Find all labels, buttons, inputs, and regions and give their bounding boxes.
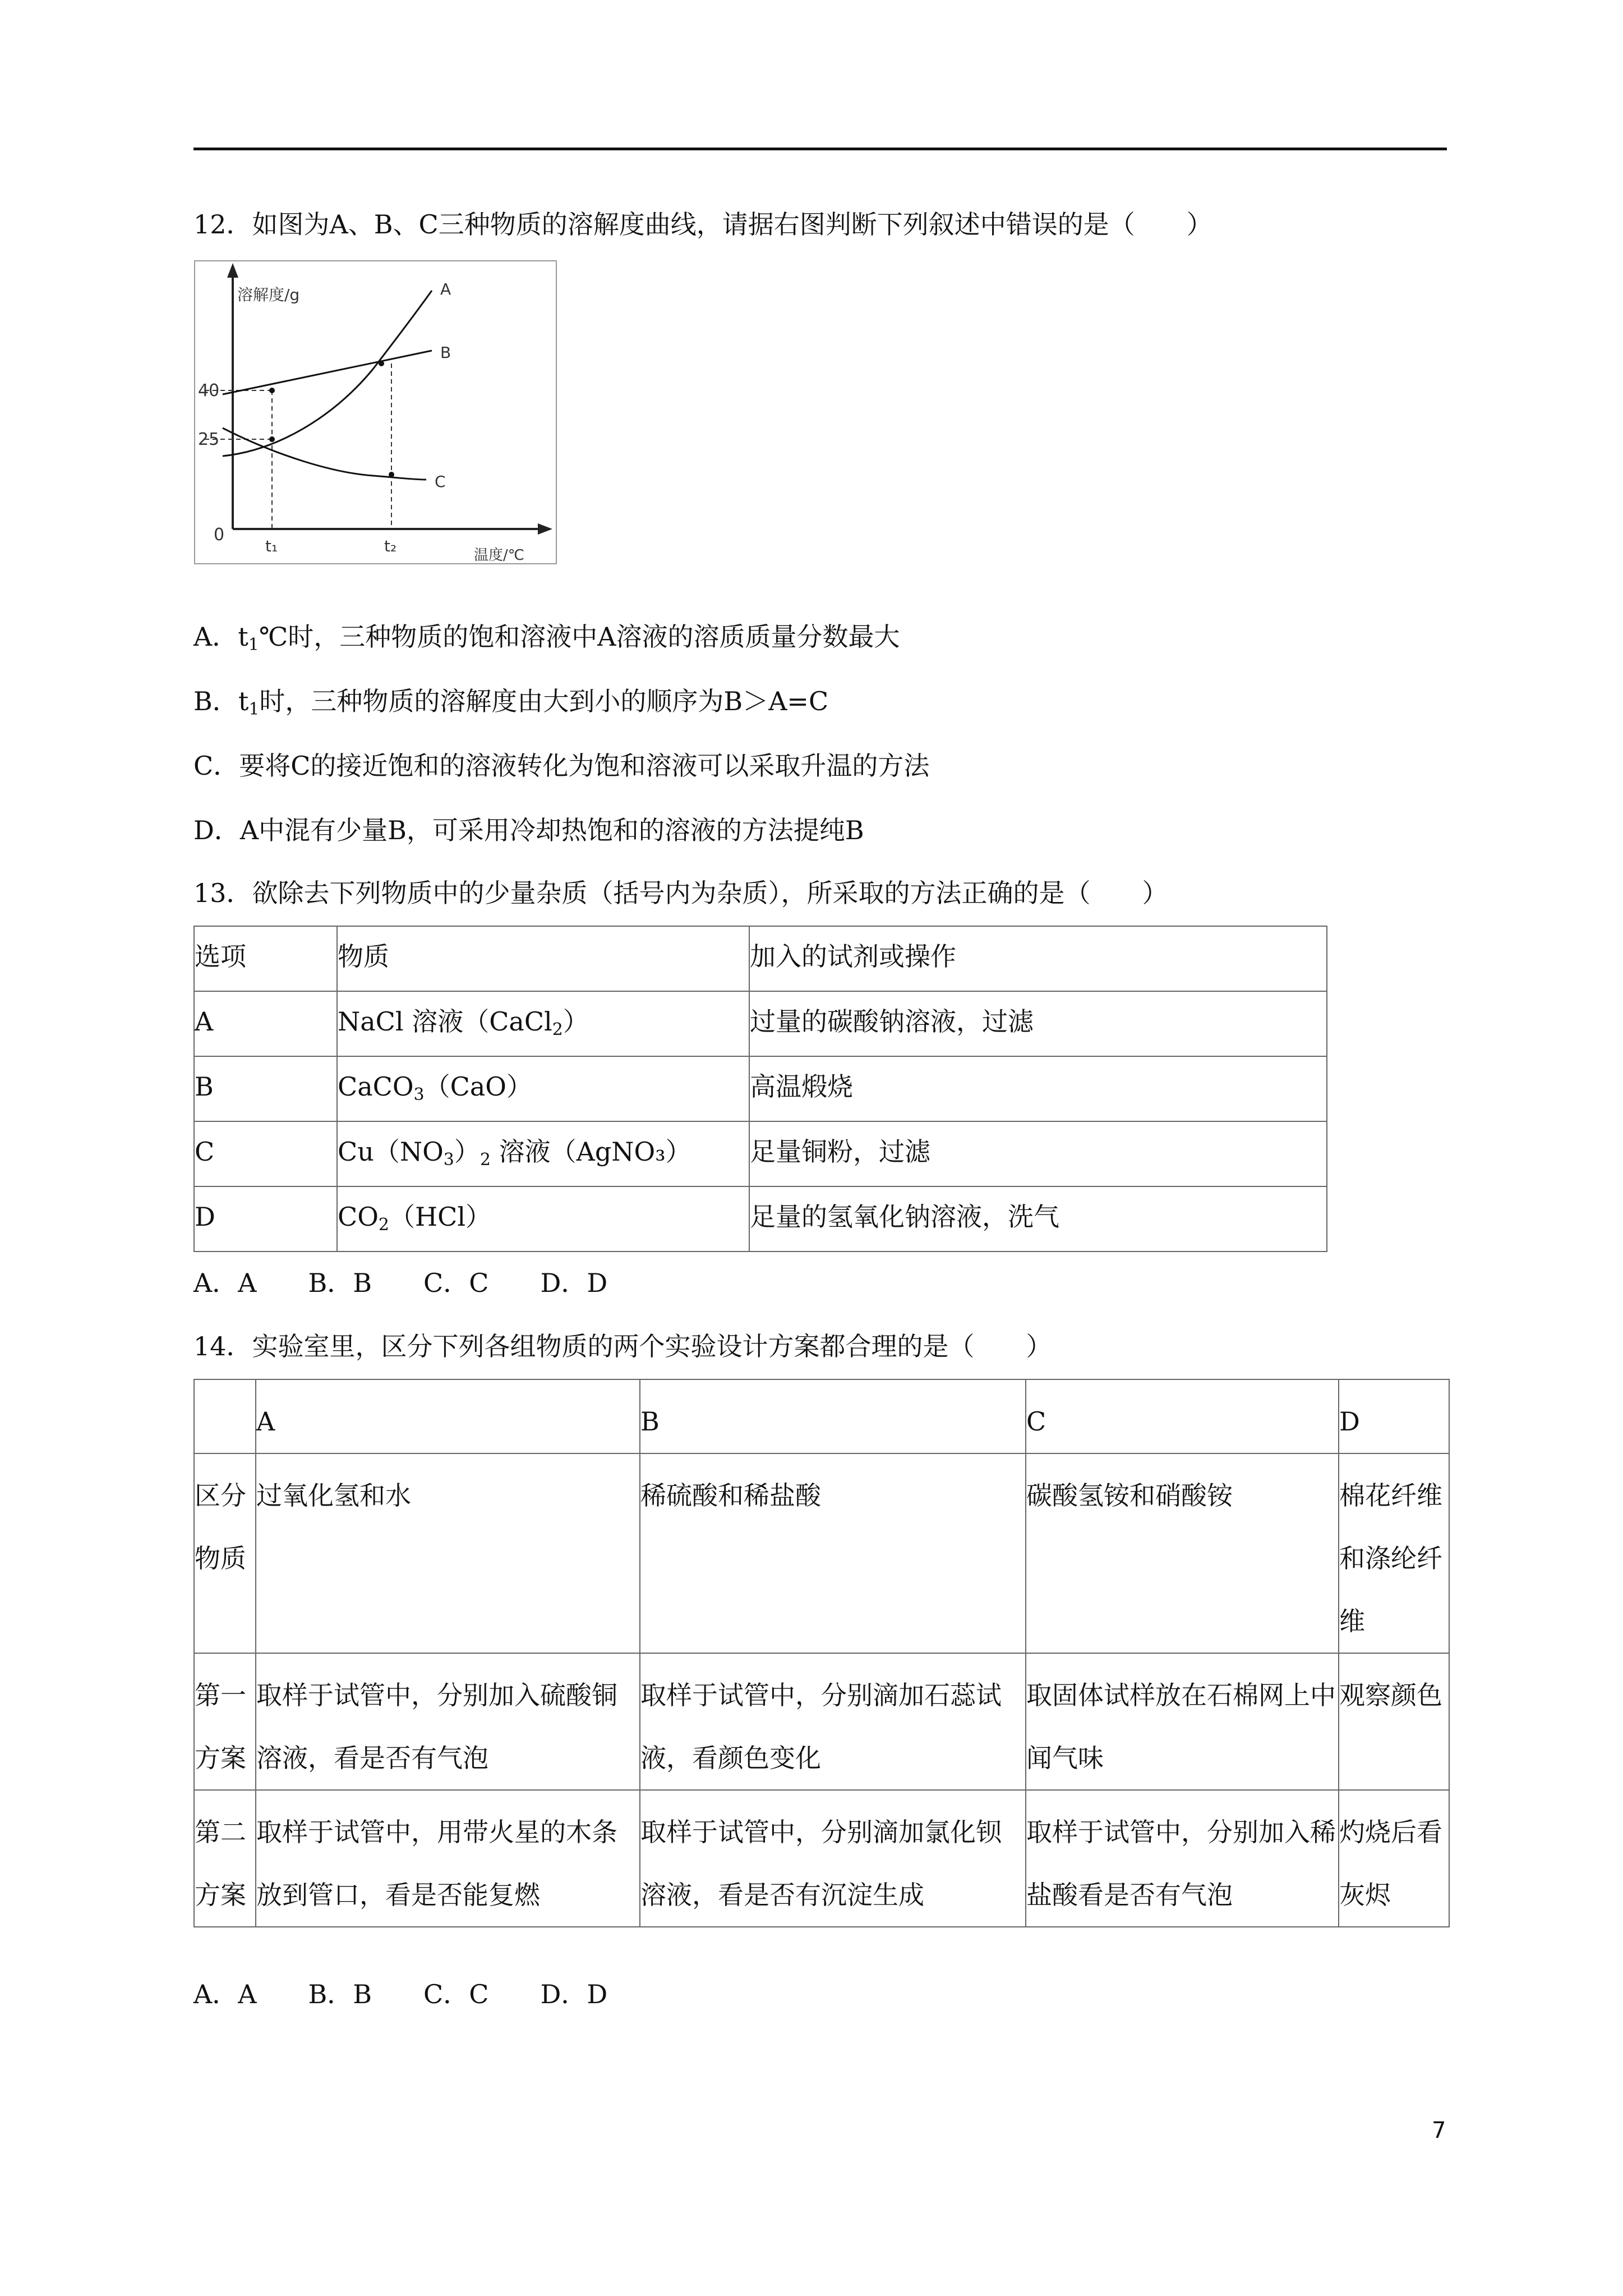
y-tick-25: 25 bbox=[198, 430, 220, 449]
x-axis-arrow bbox=[538, 523, 552, 535]
y-axis-arrow bbox=[227, 263, 238, 278]
cell-substance: NaCl 溶液（CaCl$_2$） bbox=[337, 991, 749, 1056]
row-label: 第二方案 bbox=[194, 1790, 256, 1927]
cell-substance: CaCO$_3$（CaO） bbox=[337, 1056, 749, 1121]
header-empty bbox=[194, 1379, 256, 1453]
header-b: B bbox=[640, 1379, 1026, 1453]
cell-option: A bbox=[194, 991, 337, 1056]
q12-option-c: C．要将C的接近饱和的溶液转化为饱和溶液可以采取升温的方法 bbox=[193, 751, 930, 781]
cell-d: 棉花纤维和涤纶纤维 bbox=[1339, 1453, 1449, 1653]
header-c: C bbox=[1026, 1379, 1339, 1453]
curve-c bbox=[223, 428, 426, 480]
q14-answers: A．A B．B C．C D．D bbox=[193, 1979, 608, 2009]
x-tick-t2: t₂ bbox=[384, 537, 397, 555]
header-option: 选项 bbox=[194, 926, 337, 991]
cell-a: 过氧化氢和水 bbox=[256, 1453, 640, 1653]
solubility-chart bbox=[193, 260, 558, 565]
header-rule bbox=[193, 148, 1447, 150]
curve-label-c: C bbox=[435, 472, 446, 491]
cell-c: 取样于试管中，分别加入稀盐酸看是否有气泡 bbox=[1026, 1790, 1339, 1927]
cell-operation: 过量的碳酸钠溶液，过滤 bbox=[749, 991, 1327, 1056]
row-label: 第一方案 bbox=[194, 1653, 256, 1790]
q12-option-a: A．$t_1℃$时，三种物质的饱和溶液中A溶液的溶质质量分数最大 bbox=[193, 622, 900, 655]
cell-d: 观察颜色 bbox=[1339, 1653, 1449, 1790]
cell-c: 碳酸氢铵和硝酸铵 bbox=[1026, 1453, 1339, 1653]
header-substance: 物质 bbox=[337, 926, 749, 991]
q14-table bbox=[193, 1379, 1450, 1927]
y-axis-label: 溶解度/g bbox=[237, 286, 300, 304]
cell-substance: $CO_2(HCl)$ bbox=[337, 1186, 749, 1251]
page-number: 7 bbox=[1432, 2118, 1446, 2143]
chart-frame bbox=[195, 261, 556, 564]
point-b-t1 bbox=[269, 388, 275, 393]
table-row bbox=[194, 991, 1327, 1056]
point-c-t2 bbox=[389, 472, 394, 477]
cell-operation: 足量铜粉，过滤 bbox=[749, 1121, 1327, 1186]
x-tick-t1: t₁ bbox=[265, 537, 278, 555]
point-ab-t2 bbox=[379, 361, 384, 366]
y-tick-0: 0 bbox=[214, 525, 225, 545]
cell-a: 取样于试管中，用带火星的木条放到管口，看是否能复燃 bbox=[256, 1790, 640, 1927]
cell-b: 取样于试管中，分别滴加石蕊试液，看颜色变化 bbox=[640, 1653, 1026, 1790]
cell-d: 灼烧后看灰烬 bbox=[1339, 1790, 1449, 1927]
cell-a: 取样于试管中，分别加入硫酸铜溶液，看是否有气泡 bbox=[256, 1653, 640, 1790]
q12-stem: 12．如图为A、B、C三种物质的溶解度曲线，请据右图判断下列叙述中错误的是（ ） bbox=[193, 209, 1212, 240]
table-header-row bbox=[194, 1379, 1449, 1453]
table-row bbox=[194, 1186, 1327, 1251]
cell-operation: 高温煅烧 bbox=[749, 1056, 1327, 1121]
cell-b: 取样于试管中，分别滴加氯化钡溶液，看是否有沉淀生成 bbox=[640, 1790, 1026, 1927]
q12-option-b: B．$t_1$时，三种物质的溶解度由大到小的顺序为B＞A=C bbox=[193, 686, 829, 719]
cell-option: D bbox=[194, 1186, 337, 1251]
header-a: A bbox=[256, 1379, 640, 1453]
cell-option: C bbox=[194, 1121, 337, 1186]
point-ac-t1 bbox=[269, 436, 275, 442]
q12-option-d: D．A中混有少量B，可采用冷却热饱和的溶液的方法提纯B bbox=[193, 815, 864, 845]
y-tick-40: 40 bbox=[198, 381, 220, 401]
table-row bbox=[194, 1453, 1449, 1653]
table-row bbox=[194, 1121, 1327, 1186]
table-row bbox=[194, 1790, 1449, 1927]
header-d: D bbox=[1339, 1379, 1449, 1453]
solubility-chart-svg bbox=[193, 260, 558, 565]
q13-answers: A．A B．B C．C D．D bbox=[193, 1268, 608, 1298]
q13-stem: 13．欲除去下列物质中的少量杂质（括号内为杂质），所采取的方法正确的是（ ） bbox=[193, 878, 1168, 908]
cell-option: B bbox=[194, 1056, 337, 1121]
x-axis-label: 温度/℃ bbox=[474, 547, 524, 564]
header-operation: 加入的试剂或操作 bbox=[749, 926, 1327, 991]
cell-substance: $Cu(NO_3)_2$ 溶液（AgNO₃） bbox=[337, 1121, 749, 1186]
curve-label-a: A bbox=[440, 280, 451, 298]
table-row bbox=[194, 1653, 1449, 1790]
cell-b: 稀硫酸和稀盐酸 bbox=[640, 1453, 1026, 1653]
curve-b bbox=[223, 351, 432, 394]
cell-c: 取固体试样放在石棉网上中闻气味 bbox=[1026, 1653, 1339, 1790]
q14-stem: 14．实验室里，区分下列各组物质的两个实验设计方案都合理的是（ ） bbox=[193, 1331, 1052, 1361]
curve-label-b: B bbox=[440, 343, 451, 362]
row-label: 区分物质 bbox=[194, 1453, 256, 1653]
table-row bbox=[194, 1056, 1327, 1121]
q13-table bbox=[193, 926, 1327, 1252]
table-header-row bbox=[194, 926, 1327, 991]
cell-operation: 足量的氢氧化钠溶液，洗气 bbox=[749, 1186, 1327, 1251]
